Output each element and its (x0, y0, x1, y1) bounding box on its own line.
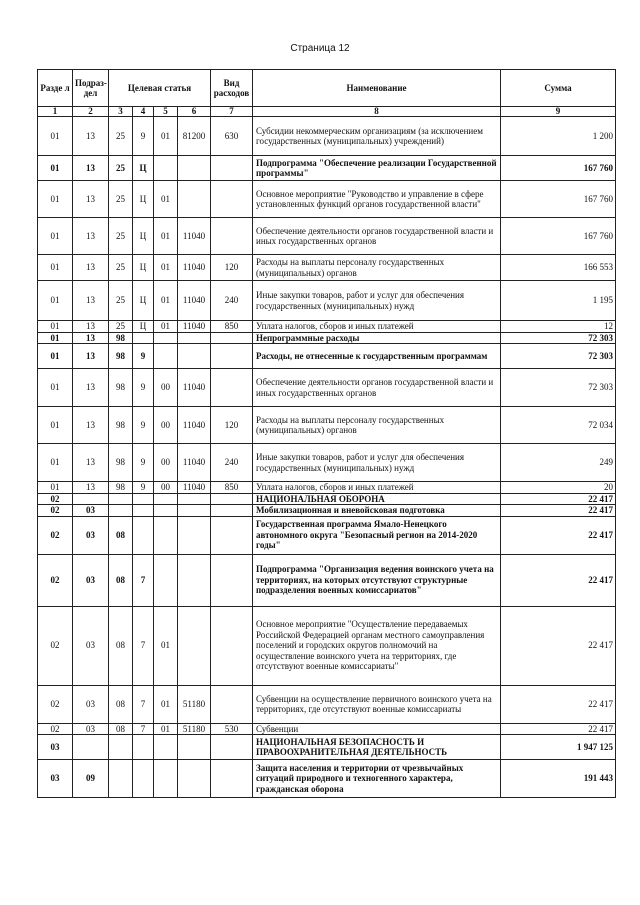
cell-razdel: 01 (38, 181, 73, 218)
cell-summa: 20 (501, 482, 616, 494)
cell-vid-rashodov: 240 (211, 281, 253, 321)
cell-celevaya-4 (178, 181, 211, 218)
cell-celevaya-1 (109, 493, 133, 505)
cell-podrazdel: 03 (73, 685, 109, 723)
table-row (38, 181, 616, 218)
cell-vid-rashodov: 120 (211, 255, 253, 281)
column-number-row (38, 107, 616, 117)
cell-celevaya-1: 08 (109, 685, 133, 723)
cell-summa: 72 303 (501, 344, 616, 369)
table-row (38, 369, 616, 407)
cell-podrazdel: 13 (73, 281, 109, 321)
cell-naimenovanie: Основное мероприятие "Осуществление передаваемых Российской Федерацией органам местного самоуправления поселений и городских округов полномочий на осуществление воинского учета на территориях, где отсутствуют военные комиссариаты" (253, 606, 501, 685)
table-row (38, 505, 616, 517)
cell-podrazdel: 09 (73, 760, 109, 798)
cell-celevaya-4: 81200 (178, 117, 211, 156)
cell-celevaya-3: 01 (154, 255, 178, 281)
cell-celevaya-2: Ц (133, 321, 154, 333)
cell-celevaya-2: Ц (133, 156, 154, 181)
header-razdel: Разде л (38, 70, 73, 107)
cell-vid-rashodov (211, 685, 253, 723)
cell-podrazdel: 13 (73, 444, 109, 482)
cell-naimenovanie: Расходы, не отнесенные к государственным программам (253, 344, 501, 369)
cell-celevaya-2: 7 (133, 723, 154, 735)
cell-razdel: 02 (38, 493, 73, 505)
cell-podrazdel: 03 (73, 723, 109, 735)
cell-razdel: 01 (38, 332, 73, 344)
cell-celevaya-4 (178, 344, 211, 369)
table-row (38, 344, 616, 369)
cell-vid-rashodov (211, 606, 253, 685)
cell-celevaya-4 (178, 760, 211, 798)
cell-celevaya-1: 25 (109, 218, 133, 255)
cell-razdel: 02 (38, 516, 73, 554)
cell-vid-rashodov (211, 344, 253, 369)
cell-summa: 191 443 (501, 760, 616, 798)
table-row (38, 332, 616, 344)
header-summa: Сумма (501, 70, 616, 107)
cell-celevaya-1: 08 (109, 554, 133, 606)
cell-razdel: 01 (38, 255, 73, 281)
cell-razdel: 03 (38, 735, 73, 760)
cell-vid-rashodov (211, 181, 253, 218)
cell-razdel: 02 (38, 554, 73, 606)
cell-celevaya-2 (133, 760, 154, 798)
cell-celevaya-1: 08 (109, 723, 133, 735)
cell-celevaya-4: 11040 (178, 218, 211, 255)
cell-razdel: 01 (38, 369, 73, 407)
cell-razdel: 02 (38, 505, 73, 517)
cell-naimenovanie: Мобилизационная и вневойсковая подготовка (253, 505, 501, 517)
cell-razdel: 01 (38, 117, 73, 156)
column-number: 9 (501, 107, 616, 117)
column-number: 8 (253, 107, 501, 117)
cell-celevaya-1: 98 (109, 444, 133, 482)
cell-vid-rashodov (211, 760, 253, 798)
cell-celevaya-4 (178, 156, 211, 181)
cell-naimenovanie: Иные закупки товаров, работ и услуг для обеспечения государственных (муниципальных) нужд (253, 281, 501, 321)
cell-summa: 22 417 (501, 493, 616, 505)
cell-razdel: 02 (38, 606, 73, 685)
table-row (38, 760, 616, 798)
cell-summa: 22 417 (501, 606, 616, 685)
cell-celevaya-3: 00 (154, 444, 178, 482)
cell-celevaya-3 (154, 505, 178, 517)
cell-naimenovanie: Субсидии некоммерческим организациям (за исключением государственных (муниципальных) учреждений) (253, 117, 501, 156)
cell-vid-rashodov (211, 516, 253, 554)
cell-vid-rashodov (211, 218, 253, 255)
cell-podrazdel: 13 (73, 369, 109, 407)
table-row (38, 685, 616, 723)
cell-celevaya-2: 7 (133, 606, 154, 685)
cell-vid-rashodov (211, 735, 253, 760)
cell-summa: 249 (501, 444, 616, 482)
cell-razdel: 01 (38, 281, 73, 321)
cell-celevaya-4: 11040 (178, 321, 211, 333)
cell-summa: 167 760 (501, 218, 616, 255)
cell-naimenovanie: Расходы на выплаты персоналу государственных (муниципальных) органов (253, 407, 501, 444)
cell-celevaya-4 (178, 554, 211, 606)
cell-vid-rashodov: 530 (211, 723, 253, 735)
cell-celevaya-2: 9 (133, 444, 154, 482)
cell-celevaya-1 (109, 760, 133, 798)
cell-celevaya-4: 11040 (178, 482, 211, 494)
cell-podrazdel: 03 (73, 606, 109, 685)
cell-celevaya-3 (154, 735, 178, 760)
cell-celevaya-2: Ц (133, 181, 154, 218)
header-vid-rashodov: Вид расходов (211, 70, 253, 107)
cell-summa: 22 417 (501, 723, 616, 735)
cell-celevaya-3: 00 (154, 369, 178, 407)
cell-razdel: 01 (38, 482, 73, 494)
cell-celevaya-2: 7 (133, 554, 154, 606)
cell-vid-rashodov: 120 (211, 407, 253, 444)
cell-celevaya-3 (154, 516, 178, 554)
cell-celevaya-2 (133, 493, 154, 505)
column-number: 3 (109, 107, 133, 117)
cell-summa: 72 303 (501, 332, 616, 344)
cell-celevaya-1: 25 (109, 117, 133, 156)
cell-podrazdel: 13 (73, 181, 109, 218)
cell-naimenovanie: Уплата налогов, сборов и иных платежей (253, 482, 501, 494)
cell-summa: 22 417 (501, 516, 616, 554)
cell-celevaya-1: 25 (109, 321, 133, 333)
cell-celevaya-4 (178, 493, 211, 505)
cell-vid-rashodov (211, 505, 253, 517)
cell-razdel: 01 (38, 218, 73, 255)
cell-podrazdel: 13 (73, 482, 109, 494)
cell-celevaya-4: 51180 (178, 723, 211, 735)
cell-celevaya-1: 98 (109, 407, 133, 444)
table-row (38, 482, 616, 494)
cell-celevaya-3: 01 (154, 723, 178, 735)
cell-celevaya-1 (109, 505, 133, 517)
cell-celevaya-1: 25 (109, 181, 133, 218)
table-row (38, 156, 616, 181)
cell-vid-rashodov: 630 (211, 117, 253, 156)
cell-celevaya-4 (178, 332, 211, 344)
cell-razdel: 02 (38, 723, 73, 735)
cell-celevaya-2 (133, 516, 154, 554)
table-row (38, 723, 616, 735)
table-row (38, 407, 616, 444)
cell-vid-rashodov: 240 (211, 444, 253, 482)
cell-vid-rashodov (211, 554, 253, 606)
cell-celevaya-3: 01 (154, 181, 178, 218)
table-body (38, 117, 616, 798)
cell-celevaya-1 (109, 735, 133, 760)
cell-summa: 1 947 125 (501, 735, 616, 760)
cell-vid-rashodov (211, 493, 253, 505)
cell-naimenovanie: Субвенции на осуществление первичного воинского учета на территориях, где отсутствуют военные комиссариаты (253, 685, 501, 723)
cell-celevaya-4: 11040 (178, 407, 211, 444)
cell-celevaya-3: 01 (154, 685, 178, 723)
cell-celevaya-2: 9 (133, 482, 154, 494)
table-row (38, 218, 616, 255)
table-row (38, 117, 616, 156)
cell-celevaya-1: 25 (109, 156, 133, 181)
cell-naimenovanie: Подпрограмма "Организация ведения воинского учета на территориях, на которых отсутствуют структурные подразделения военных комиссариатов" (253, 554, 501, 606)
cell-celevaya-3: 01 (154, 218, 178, 255)
cell-celevaya-4: 11040 (178, 444, 211, 482)
cell-celevaya-3 (154, 332, 178, 344)
table-row (38, 255, 616, 281)
header-celevaya-statya: Целевая статья (109, 70, 211, 107)
column-number: 1 (38, 107, 73, 117)
cell-naimenovanie: Уплата налогов, сборов и иных платежей (253, 321, 501, 333)
cell-celevaya-1: 98 (109, 369, 133, 407)
cell-vid-rashodov (211, 369, 253, 407)
cell-naimenovanie: НАЦИОНАЛЬНАЯ ОБОРОНА (253, 493, 501, 505)
column-number: 4 (133, 107, 154, 117)
cell-naimenovanie: Обеспечение деятельности органов государственной власти и иных государственных органов (253, 218, 501, 255)
cell-celevaya-4 (178, 606, 211, 685)
cell-podrazdel: 13 (73, 117, 109, 156)
cell-summa: 72 303 (501, 369, 616, 407)
cell-podrazdel: 13 (73, 344, 109, 369)
cell-podrazdel: 13 (73, 255, 109, 281)
cell-celevaya-1: 98 (109, 344, 133, 369)
page-number-label: Страница 12 (290, 43, 350, 54)
cell-celevaya-3 (154, 156, 178, 181)
table-row (38, 281, 616, 321)
cell-celevaya-4 (178, 735, 211, 760)
cell-naimenovanie: Подпрограмма "Обеспечение реализации Государственной программы" (253, 156, 501, 181)
cell-vid-rashodov: 850 (211, 482, 253, 494)
cell-podrazdel: 13 (73, 407, 109, 444)
cell-summa: 22 417 (501, 505, 616, 517)
cell-podrazdel: 13 (73, 156, 109, 181)
column-number: 2 (73, 107, 109, 117)
table-row (38, 321, 616, 333)
header-naimenovanie: Наименование (253, 70, 501, 107)
cell-podrazdel: 13 (73, 218, 109, 255)
cell-podrazdel: 03 (73, 554, 109, 606)
cell-celevaya-3: 01 (154, 606, 178, 685)
cell-celevaya-2 (133, 505, 154, 517)
cell-naimenovanie: Субвенции (253, 723, 501, 735)
header-podrazdel: Подраз- дел (73, 70, 109, 107)
cell-naimenovanie: Расходы на выплаты персоналу государственных (муниципальных) органов (253, 255, 501, 281)
cell-naimenovanie: Иные закупки товаров, работ и услуг для обеспечения государственных (муниципальных) нужд (253, 444, 501, 482)
cell-naimenovanie: Обеспечение деятельности органов государственной власти и иных государственных органов (253, 369, 501, 407)
cell-celevaya-3: 01 (154, 321, 178, 333)
cell-podrazdel (73, 735, 109, 760)
cell-celevaya-2: 9 (133, 369, 154, 407)
cell-celevaya-1: 98 (109, 332, 133, 344)
cell-celevaya-2: Ц (133, 281, 154, 321)
cell-summa: 72 034 (501, 407, 616, 444)
cell-naimenovanie: Непрограммные расходы (253, 332, 501, 344)
cell-celevaya-1: 08 (109, 516, 133, 554)
cell-celevaya-2 (133, 332, 154, 344)
cell-celevaya-2: Ц (133, 218, 154, 255)
table-row (38, 493, 616, 505)
cell-celevaya-3: 01 (154, 117, 178, 156)
cell-naimenovanie: НАЦИОНАЛЬНАЯ БЕЗОПАСНОСТЬ И ПРАВООХРАНИТЕЛЬНАЯ ДЕЯТЕЛЬНОСТЬ (253, 735, 501, 760)
cell-celevaya-4: 11040 (178, 281, 211, 321)
cell-razdel: 02 (38, 685, 73, 723)
cell-celevaya-4 (178, 505, 211, 517)
cell-razdel: 03 (38, 760, 73, 798)
cell-celevaya-3: 00 (154, 407, 178, 444)
cell-celevaya-2: 7 (133, 685, 154, 723)
cell-podrazdel: 03 (73, 505, 109, 517)
table-row (38, 554, 616, 606)
cell-celevaya-2: 9 (133, 344, 154, 369)
cell-vid-rashodov (211, 156, 253, 181)
cell-summa: 167 760 (501, 181, 616, 218)
cell-podrazdel (73, 493, 109, 505)
cell-vid-rashodov (211, 332, 253, 344)
cell-summa: 12 (501, 321, 616, 333)
cell-vid-rashodov: 850 (211, 321, 253, 333)
column-number: 7 (211, 107, 253, 117)
cell-summa: 1 195 (501, 281, 616, 321)
cell-celevaya-1: 08 (109, 606, 133, 685)
cell-summa: 22 417 (501, 554, 616, 606)
cell-celevaya-4: 11040 (178, 255, 211, 281)
cell-celevaya-4 (178, 516, 211, 554)
budget-table (37, 69, 616, 798)
cell-celevaya-2: 9 (133, 117, 154, 156)
column-number: 5 (154, 107, 178, 117)
cell-celevaya-2 (133, 735, 154, 760)
cell-celevaya-3 (154, 554, 178, 606)
cell-celevaya-1: 25 (109, 255, 133, 281)
cell-celevaya-3: 01 (154, 281, 178, 321)
cell-celevaya-2: Ц (133, 255, 154, 281)
table-row (38, 606, 616, 685)
cell-razdel: 01 (38, 444, 73, 482)
cell-summa: 167 760 (501, 156, 616, 181)
cell-celevaya-1: 98 (109, 482, 133, 494)
cell-celevaya-3 (154, 344, 178, 369)
table-row (38, 735, 616, 760)
cell-celevaya-3 (154, 493, 178, 505)
cell-naimenovanie: Защита населения и территории от чрезвычайных ситуаций природного и техногенного характера, гражданская оборона (253, 760, 501, 798)
cell-razdel: 01 (38, 321, 73, 333)
cell-podrazdel: 03 (73, 516, 109, 554)
cell-celevaya-3: 00 (154, 482, 178, 494)
cell-summa: 22 417 (501, 685, 616, 723)
cell-razdel: 01 (38, 407, 73, 444)
cell-celevaya-2: 9 (133, 407, 154, 444)
cell-celevaya-4: 11040 (178, 369, 211, 407)
cell-celevaya-1: 25 (109, 281, 133, 321)
cell-razdel: 01 (38, 156, 73, 181)
table-row (38, 444, 616, 482)
cell-celevaya-4: 51180 (178, 685, 211, 723)
cell-razdel: 01 (38, 344, 73, 369)
table-row (38, 516, 616, 554)
cell-podrazdel: 13 (73, 321, 109, 333)
cell-summa: 1 200 (501, 117, 616, 156)
cell-summa: 166 553 (501, 255, 616, 281)
cell-podrazdel: 13 (73, 332, 109, 344)
table-header-row (38, 70, 616, 107)
cell-naimenovanie: Основное мероприятие "Руководство и управление в сфере установленных функций органов государственной власти" (253, 181, 501, 218)
cell-naimenovanie: Государственная программа Ямало-Ненецкого автономного округа "Безопасный регион на 2014-2020 годы" (253, 516, 501, 554)
cell-celevaya-3 (154, 760, 178, 798)
column-number: 6 (178, 107, 211, 117)
